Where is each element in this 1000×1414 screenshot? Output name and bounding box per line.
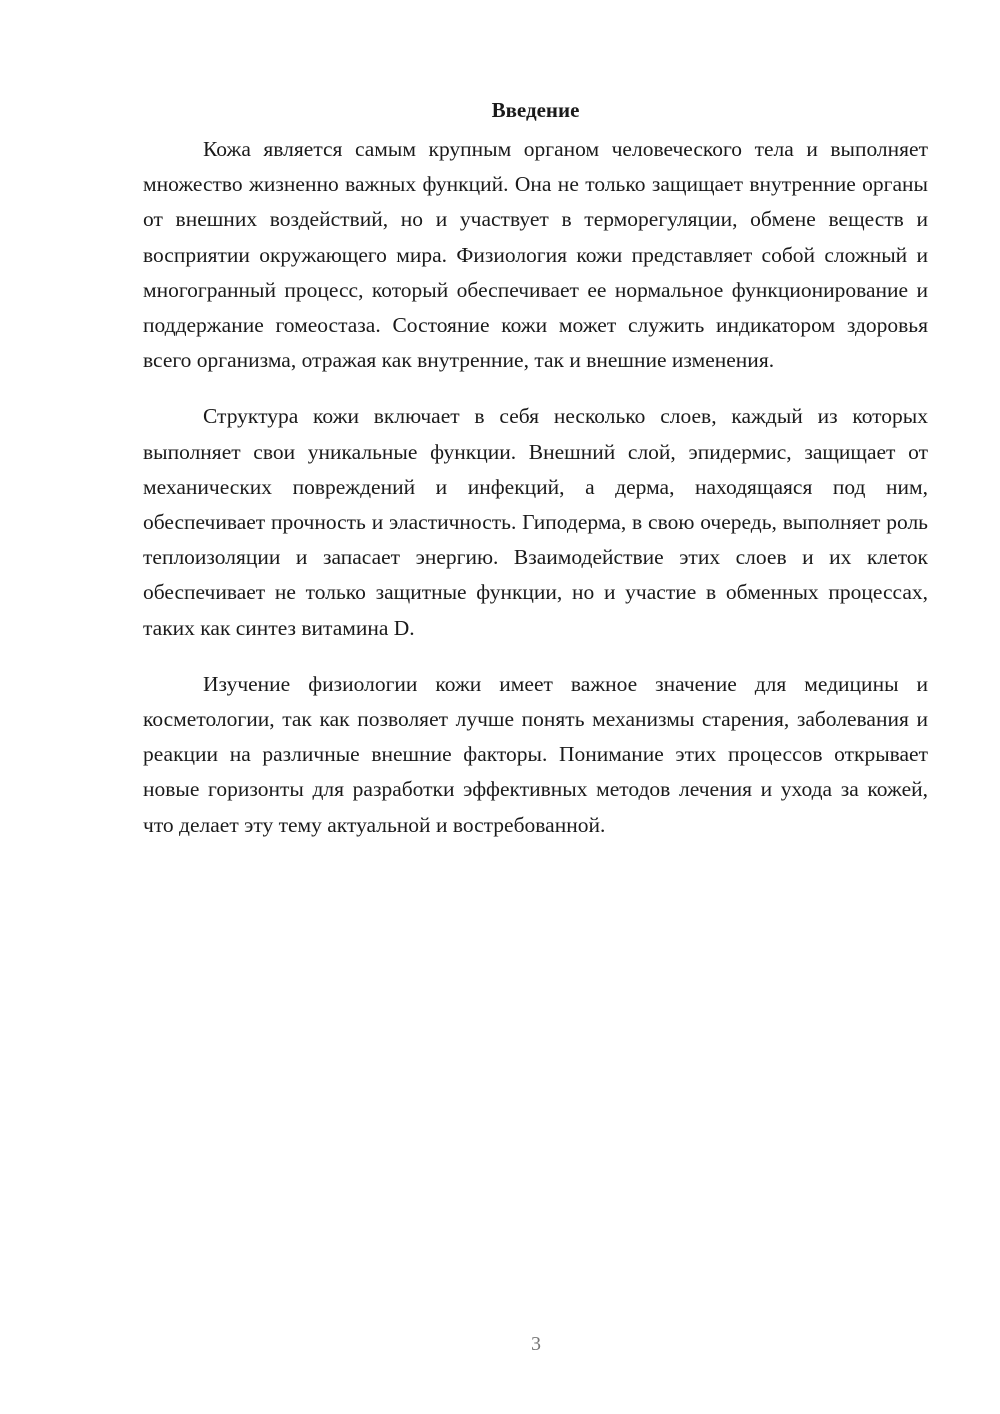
page-number: 3: [531, 1333, 541, 1355]
page-content: [143, 92, 928, 843]
paragraph-3: Изучение физиологии кожи имеет важное значение для медицины и косметологии, так как позволяет лучше понять механизмы старения, заболевания и реакции на различные внешние факторы. Понимание этих процессов открывает новые горизонты для разработки эффективных методов лечения и ухода за кожей, что делает эту тему актуальной и востребованной.: [143, 671, 928, 837]
section-title: Введение: [491, 98, 580, 122]
paragraph-2: Структура кожи включает в себя несколько слоев, каждый из которых выполняет свои уникальные функции. Внешний слой, эпидермис, защищает от механических повреждений и инфекций, а дерма, находящаяся под ним, обеспечивает прочность и эластичность. Гиподерма, в свою очередь, выполняет роль теплоизоляции и запасает энергию. Взаимодействие этих слоев и их клеток обеспечивает не только защитные функции, но и участие в обменных процессах, таких как синтез витамина D.: [143, 404, 928, 640]
paragraph-1: Кожа является самым крупным органом человеческого тела и выполняет множество жизненно важных функций. Она не только защищает внутренние органы от внешних воздействий, но и участвует в терморегуляции, обмене веществ и восприятии окружающего мира. Физиология кожи представляет собой сложный и многогранный процесс, который обеспечивает ее нормальное функционирование и поддержание гомеостаза. Состояние кожи может служить индикатором здоровья всего организма, отражая как внутренние, так и внешние изменения.: [143, 137, 928, 373]
